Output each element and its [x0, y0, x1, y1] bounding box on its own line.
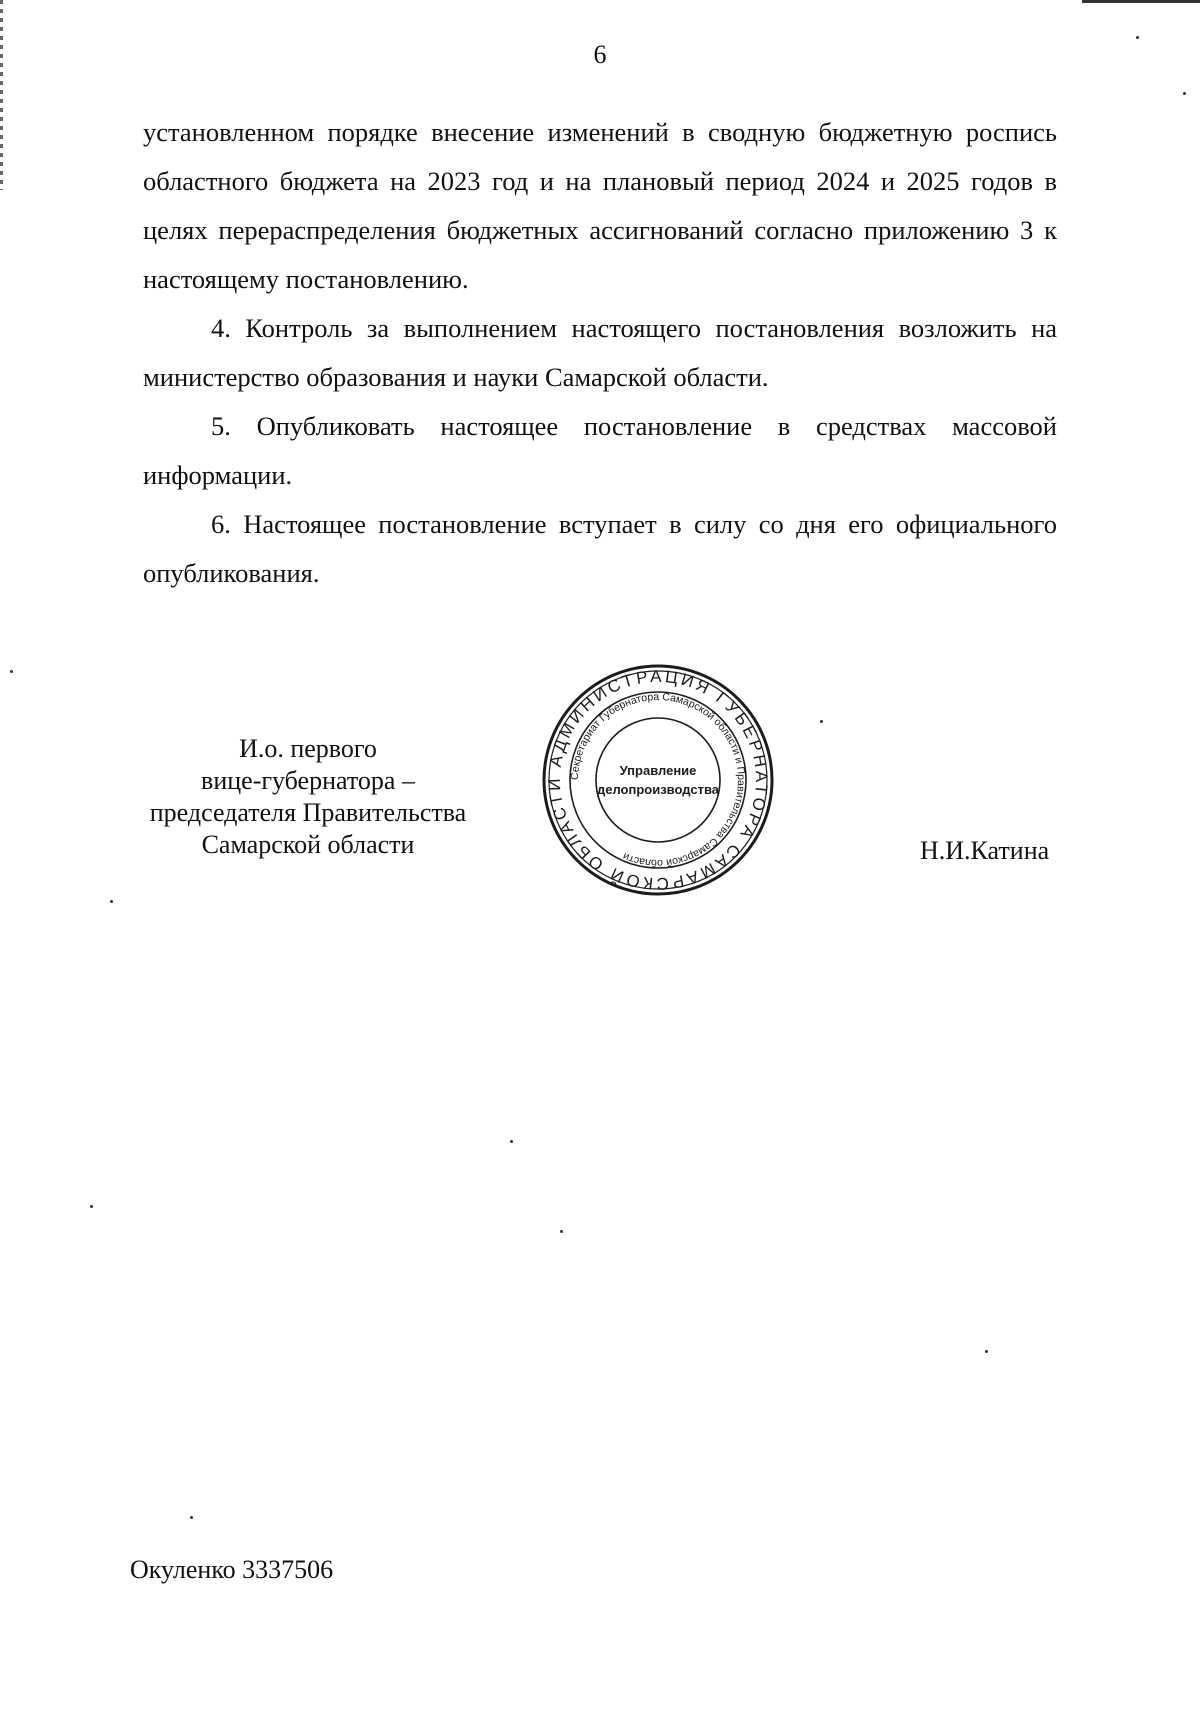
signer-title-line: председателя Правительства	[149, 798, 467, 827]
scan-edge-line	[1082, 0, 1200, 3]
text-line: к настоящему постановлению.	[143, 215, 1057, 294]
scan-edge-marks	[0, 0, 3, 190]
seal-center-line: делопроизводства	[596, 782, 720, 797]
scan-speck	[190, 1516, 193, 1519]
document-body	[143, 108, 1057, 598]
paragraph-item-5	[143, 402, 1057, 500]
signer-name: Н.И.Катина	[920, 836, 1050, 865]
text-line: 4. Контроль за выполнением настоящего постановления возложить	[211, 313, 1017, 343]
scan-speck	[560, 1230, 563, 1233]
text-line: опубликования.	[143, 558, 320, 588]
seal-center-line: Управление	[619, 763, 697, 778]
scan-speck	[510, 1140, 513, 1143]
scan-speck	[1183, 92, 1186, 95]
seal-inner-text-path: Секретариат Губернатора Самарской области и Правительства Самарской области	[568, 690, 748, 870]
scan-speck	[90, 1205, 93, 1208]
scan-speck	[1136, 36, 1139, 39]
signer-title-line: вице-губернатора –	[201, 766, 415, 795]
text-line: информации.	[143, 460, 293, 490]
seal-outer-text-path: АДМИНИСТРАЦИЯ ГУБЕРНАТОРА САМАРСКОЙ ОБЛАСТИ	[544, 666, 772, 894]
scan-speck	[10, 670, 13, 673]
paragraph-item-6	[143, 500, 1057, 598]
page-number: 6	[593, 40, 607, 69]
signer-title-line: Самарской области	[201, 830, 415, 859]
scan-speck	[110, 900, 113, 903]
scan-speck	[985, 1350, 988, 1353]
text-line: на министерство образования и науки Самарской области.	[143, 313, 1058, 392]
text-line: 5. Опубликовать настоящее постановление в средствах массовой	[211, 411, 1057, 441]
paragraph-item-4	[143, 304, 1057, 402]
text-line: установленном порядке внесение изменений в сводную бюджетную роспись	[143, 117, 1057, 147]
text-line: 6. Настоящее постановление вступает в силу со дня его официального	[211, 509, 1057, 539]
signer-title-line: И.о. первого	[239, 734, 377, 763]
seal-graphic	[540, 662, 776, 898]
text-line: целях перераспределения бюджетных ассигнований согласно приложению 3	[143, 215, 1034, 245]
text-line: областного бюджета на 2023 год и на плановый период 2024 и 2025 годов в	[143, 166, 1057, 196]
executor-contact: Окуленко 3337506	[130, 1555, 334, 1584]
scan-speck	[820, 720, 823, 723]
paragraph-continuation	[143, 108, 1057, 304]
official-seal	[540, 662, 776, 898]
signer-title	[118, 733, 498, 861]
